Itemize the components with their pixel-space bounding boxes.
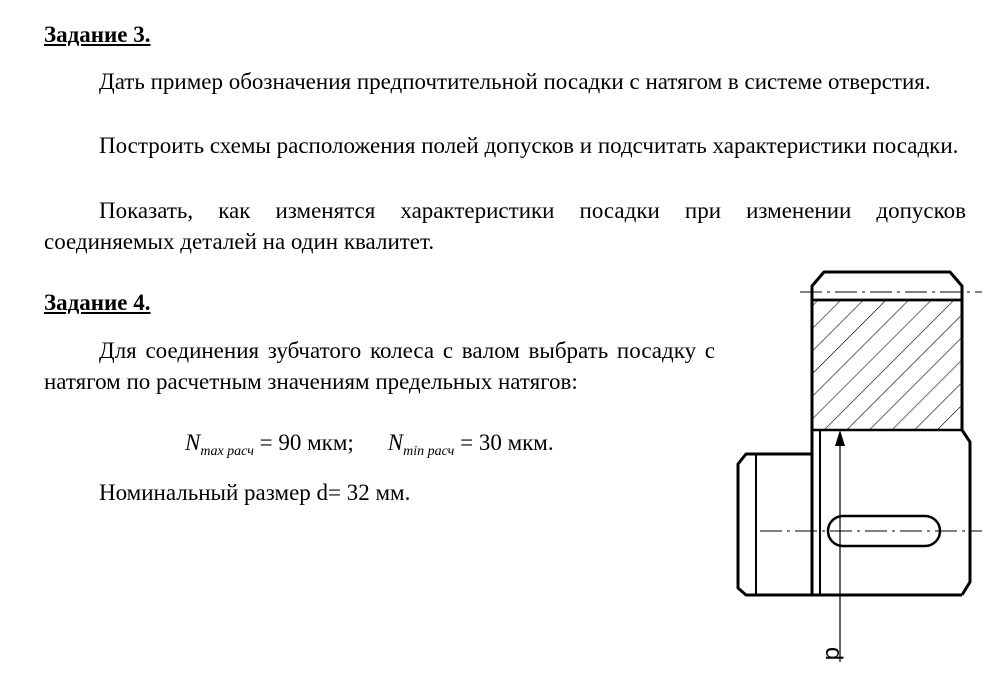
task4-heading: Задание 4. — [44, 290, 151, 315]
nmin-symbol: N — [387, 430, 404, 455]
task3-paragraph-2: Построить схемы расположения полей допусков и подсчитать характеристики посадки. — [99, 133, 959, 158]
hub-right-edge — [962, 430, 970, 595]
shaft-outline — [738, 454, 812, 595]
nmin-subscript: min расч — [403, 444, 455, 459]
gear-hatched-section — [812, 300, 962, 430]
dimension-label: d — [820, 647, 847, 661]
dimension-arrow — [835, 430, 845, 446]
task3-paragraph-3: Показать, как изменятся характеристики посадки при изменении допусков соединяемых деталей на один квалитет. — [44, 198, 966, 254]
task3-heading: Задание 3. — [44, 22, 151, 47]
nmax-subscript: max расч — [200, 444, 254, 459]
nmin-value: = 30 мкм. — [454, 430, 554, 455]
interference-formula — [185, 430, 554, 460]
task3-paragraph-1: Дать пример обозначения предпочтительной посадки с натягом в системе отверстия. — [99, 69, 931, 94]
nmax-value: = 90 мкм; — [253, 430, 354, 455]
gear-shaft-drawing — [720, 262, 990, 672]
nmax-symbol: N — [185, 430, 201, 455]
nominal-size: Номинальный размер d= 32 мм. — [99, 480, 411, 505]
task4-paragraph: Для соединения зубчатого колеса с валом выбрать посадку с натягом по расчетным значениям предельных натягов: — [44, 338, 715, 394]
